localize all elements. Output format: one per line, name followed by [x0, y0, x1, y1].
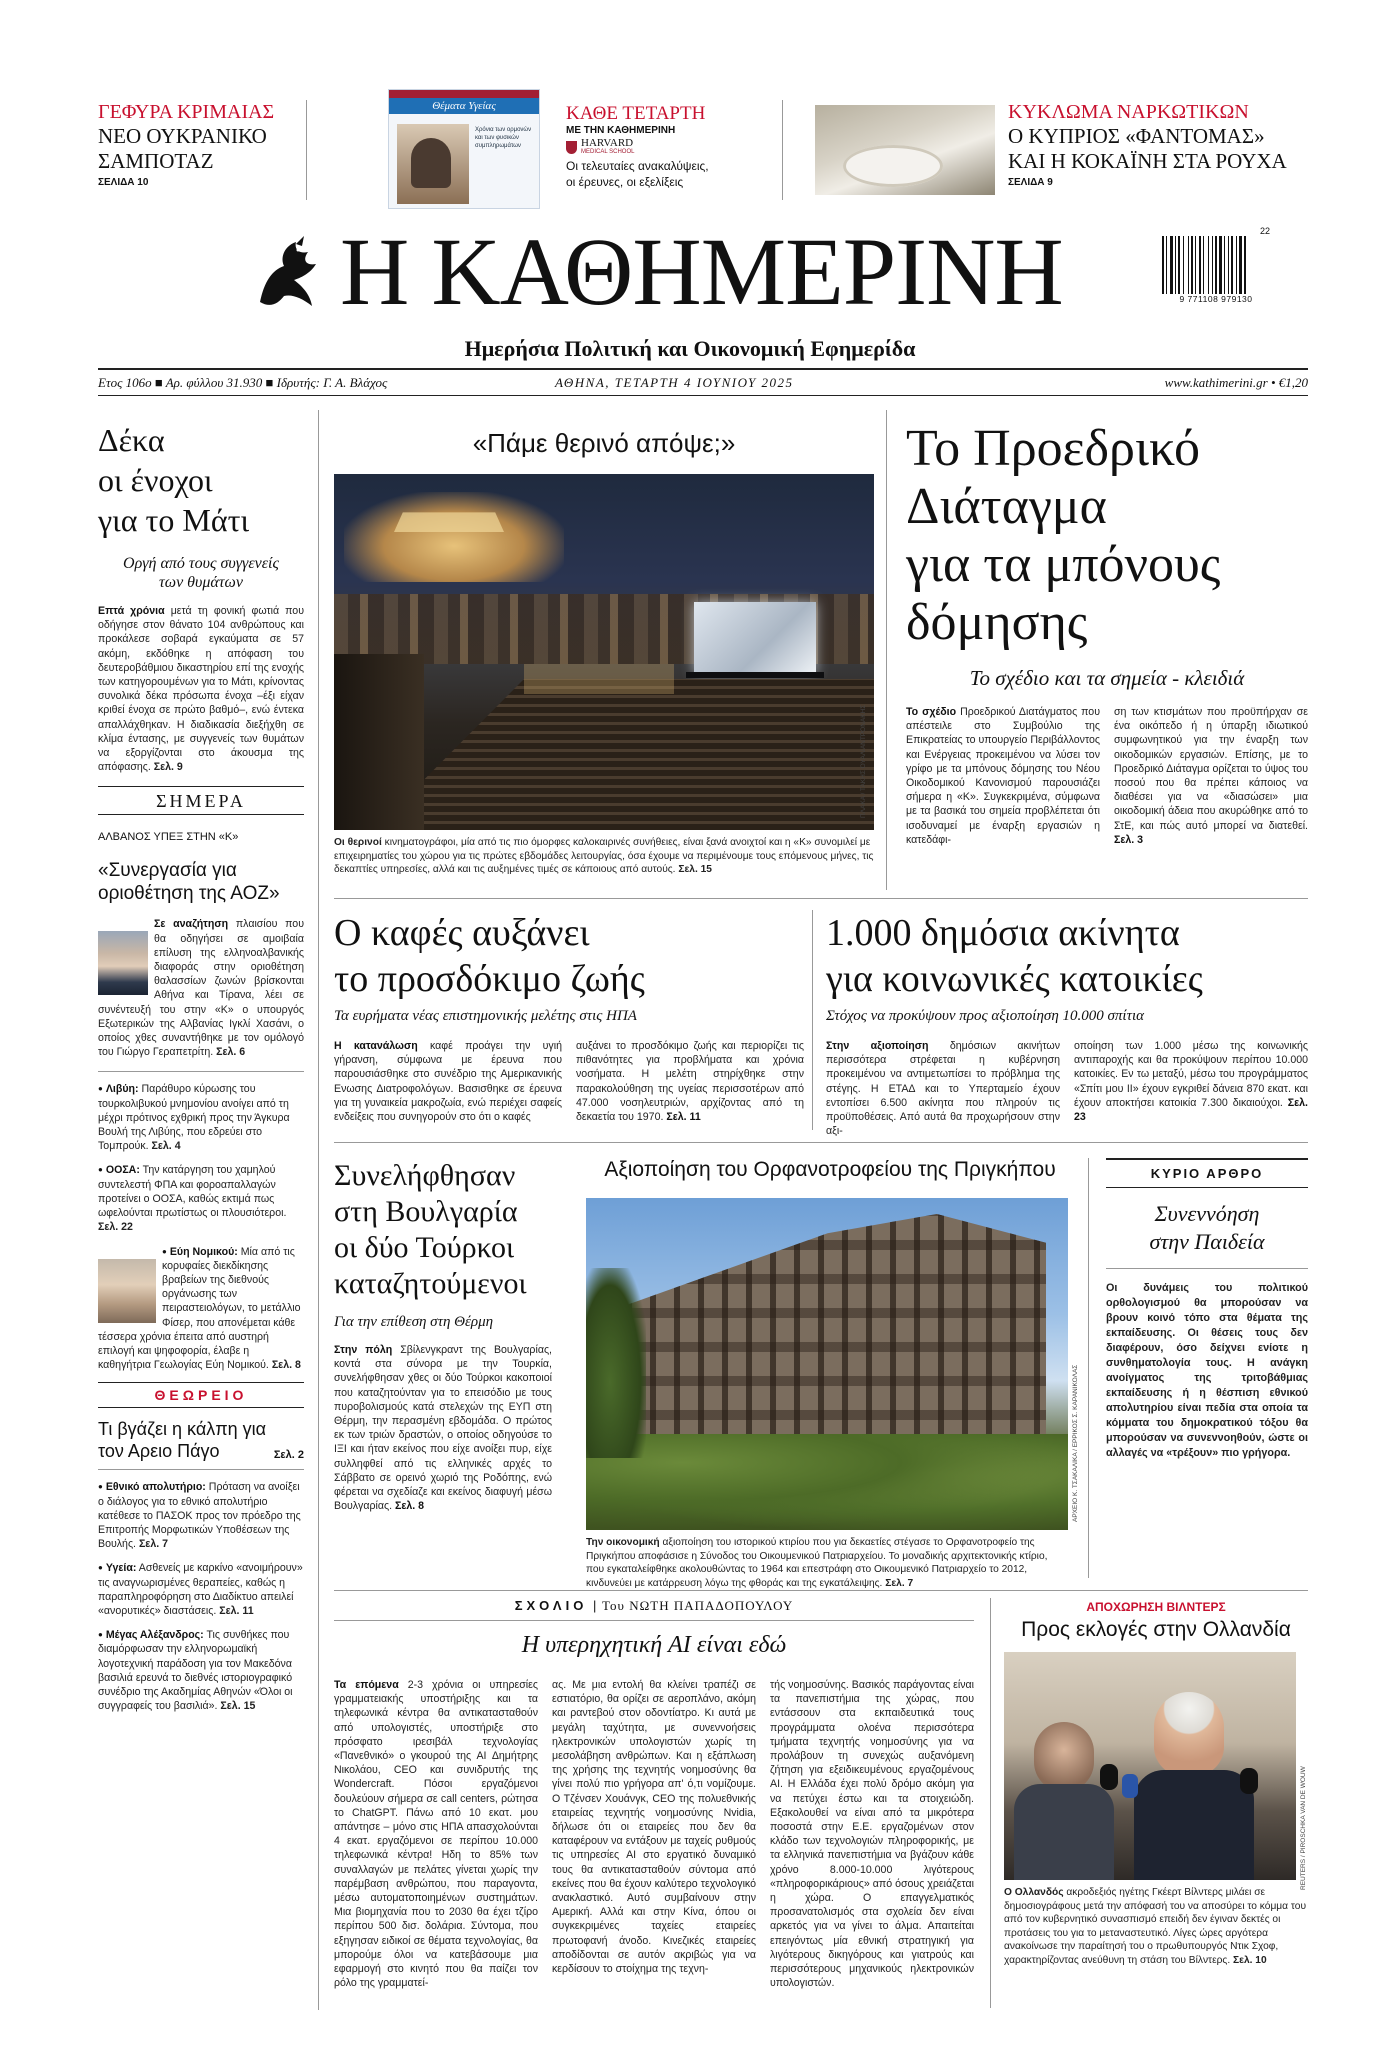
comment-body[interactable]: [334, 1678, 974, 1990]
editorial[interactable]: [1106, 1158, 1308, 1461]
cinema-caption: Οι θερινοί κινηματογράφοι, μία από τις πιο όμορφες καλοκαιρινές συνήθειες, είναι ξανά ανοιχτοί και η «Κ» συνομιλεί με επιχειρηματίες του χώρου για τις πρώτες εβδομάδες λειτουργίας, όσα έχουμε να περιμένουμε τους επόμενους μήνες, τις δεκαπτίες υπηρεσίες, αλλά και τις αυξημένες τιμές σε κάποιους από αυτούς. Σελ. 15: [334, 837, 874, 875]
wilders-credit: REUTERS / PIROSCHKA VAN DE WOUW: [1300, 1766, 1307, 1890]
comment-header: ΣΧΟΛΙΟ | Του ΝΩΤΗ ΠΑΠΑΔΟΠΟΥΛΟΥ: [514, 1598, 794, 1613]
theoreio-label: ΘΕΩΡΕΙΟ: [154, 1387, 248, 1404]
masthead-subtitle: Ημερήσια Πολιτική και Οικονομική Εφημερίδα: [464, 336, 916, 361]
bulgaria-story[interactable]: [334, 1158, 552, 1513]
teaser-kicker: ΚΑΘΕ ΤΕΤΑΡΤΗ: [566, 103, 706, 124]
magazine-title: Θέματα Υγείας: [389, 98, 539, 114]
simera-kicker: ΑΛΒΑΝΟΣ ΥΠΕΞ ΣΤΗΝ «Κ»: [98, 831, 239, 844]
teaser-page: ΣΕΛΙΔΑ 10: [98, 177, 149, 188]
teaser-crimea[interactable]: [98, 100, 298, 188]
minister-photo: [98, 931, 148, 995]
wilders-caption: Ο Ολλανδός ακροδεξιός ηγέτης Γκέερτ Βίλντερς μιλάει σε δημοσιογράφους μετά την απόφασή του να αποσύρει το κόμμα του από τον κυβερνητικό συνασπισμό επειδή δεν έγιναν δεκτές οι προτάσεις του για το μεταναστευτικό. Λίγες ώρες αργότερα ανακοίνωσε την παραίτησή του ο πρωθυπουργός Ντικ Σχοφ, χαρακτηρίζοντας ανεύθυνη τη στάση του Βίλντερς. Σελ. 10: [1004, 1887, 1307, 1966]
brief-nomikou[interactable]: ● Εύη Νομικού: Μία από τις κορυφαίες διεκδίκησης βραβείων της διεθνούς οργάνωσης των πειραστειολόγων, το μετάλλιο Φίσερ, που απονέμεται κάθε τέσσερα χρόνια έπειτα από αυστηρή επιλογή και ψηφοφορία, έλαβε η καθηγήτρια Γεωλογίας Εύη Νομικού. Σελ. 8: [98, 1245, 304, 1373]
brief-ygeia[interactable]: ● Υγεία: Ασθενείς με καρκίνο «ανοιμήρουν» τις αναγνωρισμένες θεραπείες, καθώς η παραπληροφόρηση στο Διαδίκτυο απειλεί «ανορυτικές» διαστάσεις. Σελ. 11: [98, 1561, 304, 1618]
brief-libya[interactable]: ● Λιβύη: Παράθυρο κύρωσης του τουρκολιβυκού μνημονίου ανοίγει από τη μέχρι πρότινος εχθρική προς την Άγκυρα Βουλή της Λιβύης, που εδρεύει στο Τομπρούκ. Σελ. 4: [98, 1082, 304, 1153]
griffin-logo-icon: [250, 232, 330, 314]
teaser-text: οι έρευνες, οι εξελίξεις: [566, 175, 684, 189]
barcode-digits: 9 771108 979130: [1179, 294, 1253, 304]
teaser-title: ΚΑΙ Η ΚΟΚΑΪΝΗ ΣΤΑ ΡΟΥΧΑ: [1008, 149, 1287, 173]
theoreio-title: Τι βγάζει η κάλπη για τον Αρειο Πάγο: [98, 1419, 267, 1462]
teaser-text: Οι τελευταίες ανακαλύψεις,: [566, 159, 709, 173]
mati-body: Επτά χρόνια μετά τη φονική φωτιά που οδήγησε στον θάνατο 104 ανθρώπους και προκάλεσε σοβαρά εγκαύματα σε 57 ακόμη, εκδόθηκε η απόφαση του δευτεροβάθμιου δικαστηρίου επί της ενοχής των κατηγορουμένων για το Μάτι, κρίνοντας συνολικά δέκα πρόσωπα ένοχα –έξι είχαν κριθεί ένοχα σε πρώτο βαθμό–, ενώ έντεκα απαλλάχθηκαν. Η διαδικασία διεξήχθη σε κλίμα έντασης, με συγγενείς των θυμάτων να εξοργίζονται στο άκουσμα της απόφασης. Σελ. 9: [98, 605, 304, 774]
housing-story[interactable]: [826, 910, 1308, 1138]
housing-subtitle: Στόχος να προκύψουν προς αξιοποίηση 10.000 σπίτια: [826, 1008, 1144, 1024]
issue-info: Ετος 106ο ■ Αρ. φύλλου 31.930 ■ Ιδρυτής: Γ. Α. Βλάχος: [98, 375, 388, 390]
wilders-title: Προς εκλογές στην Ολλανδία: [1021, 1618, 1291, 1641]
coffee-story[interactable]: [334, 910, 804, 1124]
comment-col1: Τα επόμενα 2-3 χρόνια οι υπηρεσίες γραμματειακής υποστήριξης και τα τηλεφωνικά κέντρα θα αντικατασταθούν από υπολογιστές, υποστήριξε στο πρόσφατο ιρεσιβάλ τεχνολογίας «Πανεθνικό» ο γκουρού της AI Δημήτρης Νικολάου, CEO και συνιδρυτής της Wondercraft. Πόσοι εργαζόμενοι δουλεύουν σήμερα σε call centers, ρώτησα το ChatGPT. Πάνω από 10 εκατ. μου απάντησε – μόνο στις ΗΠΑ απασχολούνται 4 εκατ. εργαζόμενοι σε περίπου 10.000 τηλεφωνικά κέντρα! Ηδη το 85% των συναλλαγών με πελάτες γίνεται χωρίς την παρέμβαση ανθρώπου, που παραγοντα, μέσω αυτοματοποιημένων συστημάτων. Μια βιομηχανία που το 2030 θα έχει τζίρο περίπου 500 δισ. δολάρια. Σύντομα, που εξηγησαν ειδικοί σε θέματα τεχνολογίας, θα μπορούμε όλοι να κατεβάσουμε μια εφαρμογή στο κινητό που θα παίζει τον ρόλο της γραμματεί-: [334, 1679, 538, 1990]
orphanage-photo[interactable]: [586, 1198, 1068, 1530]
harvard-brand-sub: MEDICAL SCHOOL: [581, 149, 635, 155]
cinema-credit: ΠΛΑΚΑ / ΤΑΚΗΣ ΟΥΑΛΙΑΝΤΡΟΝΑΚΗΣ: [860, 704, 867, 818]
housing-col2: οποίηση των 1.000 μέσω της κοινωνικής αντιπαροχής και θα προκύψουν περίπου 10.000 κατοικίες. Εν τω μεταξύ, μέσω του προγράμματος «Σπίτι μου ΙΙ» έχουν εγκριθεί δάνεια 870 εκατ. και έχουν αποκτήσει κατοικία 7.300 δικαιούχοι. Σελ. 23: [1074, 1040, 1308, 1124]
comment-title: Η υπερηχητική AI είναι εδώ: [521, 1632, 787, 1658]
comment-col3: τής νοημοσύνης. Βασικός παράγοντας είναι τα πανεπιστήμια της χώρας, που εντάσσουν στα εκπαιδευτικά τους προγράμματα ολοένα περισσότερα τμήματα τεχνητής νοημοσύνης για να προλάβουν τη συνεχώς αυξανόμενη ζήτηση για εξειδικευμένους εργαζομένους AI. Η Ελλάδα έχει πολύ δρόμο ακόμη για να πετύχει έστω και τα στοιχειώδη. Εξακολουθεί να είναι από τα μικρότερα ποσοστά στην Ε.Ε. εργαζομένων στον κλάδο των τεχνολογιών πληροφορικής, με τα ελληνικά πανεπιστήμια να βγάζουν κάθε χρόνο 8.000-10.000 λιγότερους «πληροφορικάριους» από όσους χρειάζεται η χώρα. Ο επαγγελματικός προσανατολισμός στα σχολεία δεν είναι αρκετός για να γίνει το άλμα. Απαιτείται επειγόντως μία εθνική στρατηγική για λιγότερους δικηγόρους και γιατρούς και περισσότερους μηχανικούς ηλεκτρονικών υπολογιστών.: [770, 1679, 974, 1990]
simera-body: Σε αναζήτηση πλαισίου που θα οδηγήσει σε αμοιβαία επίλυση της ελληνοαλβανικής διαφοράς στην οριοθέτηση θαλασσίων ζωνών βρίσκονται Αθήνα και Τίρανα, λέει σε συνέντευξή του στην «Κ» ο υπουργός Εξωτερικών της Αλβανίας Ιγκλί Χασάνι, ο οποίος χθες συναντήθηκε με τον ομόλογό του Γιώργο Γεραπετρίτη. Σελ. 6: [98, 918, 304, 1059]
teaser-title: ΝΕΟ ΟΥΚΡΑΝΙΚΟ: [98, 124, 267, 148]
mati-subtitle: Οργή από τους συγγενείς των θυμάτων: [123, 555, 279, 591]
comment-col2: ας. Με μια εντολή θα κλείνει τραπέζι σε εστιατόριο, θα ορίζει σε αεροπλάνο, ακόμη και ραντεβού στον οδοντίατρο. Κι αυτά με μεγάλη ταχύτητα, με συνεννοήσεις ηλεκτρονικών υπολογιστών χωρίς τη μεσολάβηση ανθρώπων. Και η εξάπλωση της χρήσης της τεχνητής νοημοσύνης θα γίνει πολύ πιο γρήγορα απ' ό,τι νομίζουμε. Ο Τζένσεν Χουάνγκ, CEO της πολυεθνικής εταιρείας τεχνητής νοημοσύνης Nvidia, δήλωσε ότι οι εταιρείες που δεν θα καταφέρουν να εντάξουν με ταχείς ρυθμούς τις υπηρεσίες AI στο εργατικό δυναμικό τους θα αντικατασταθούν σύντομα από εκείνες που θα έχουν καλύτερο τεχνολογικό ανακλαστικό. Αυτό συμβαίνουν στην Αμερική. Αλλά και στην Κίνα, όπου οι συγκεκριμένες ταχείες εταιρείες πρωτοφανή άνοδο. Κινεζικές εταιρείες αποδίδονται σε αυτόν ακριβώς για να κερδίσουν το στοίχημα της τεχνη-: [552, 1679, 756, 1976]
issue-date: ΑΘΗΝΑ, ΤΕΤΑΡΤΗ 4 ΙΟΥΝΙΟΥ 2025: [555, 375, 794, 390]
nomikou-photo: [98, 1259, 156, 1323]
cinema-photo[interactable]: [334, 474, 874, 830]
briefs-list: [98, 1082, 304, 1372]
issue-price: www.kathimerini.gr • €1,20: [1164, 375, 1308, 390]
simera-title: «Συνεργασία για οριοθέτηση της ΑΟΖ»: [98, 860, 280, 905]
decree-subtitle: Το σχέδιο και τα σημεία - κλειδιά: [969, 666, 1245, 690]
simera-story[interactable]: [98, 831, 304, 1059]
magazine-cover-text: Χρόνια των ορμονών και των φυσικών συμπληρωμάτων: [475, 127, 532, 149]
bulgaria-body: Στην πόλη Σβίλενγκραντ της Βουλγαρίας, κοντά στα σύνορα με την Τουρκία, συνελήφθησαν χθες οι δύο Τούρκοι κακοποιοί που καταζητούνταν για το επεισόδιο με τους πυροβολισμούς κατά στελεχών της ΕΥΠ στη Θέρμη, την περασμένη εβδομάδα. Ο πρώτος εκ των τριών δραστών, ο οποίος οδηγούσε το ΙΞΙ και ήταν εκείνος που είχε ανοίξει πυρ, είχε συλληφθεί από τις ελληνικές αρχές το Σάββατο σε ορεινό χωριό της Ροδόπης, ενώ φέρεται να σχεδίαζε και εκείνος διαφυγή μέσω Βουλγαρίας. Σελ. 8: [334, 1344, 552, 1513]
decree-col2: ση των κτισμάτων που προϋπήρχαν σε ένα οικόπεδο ή η ύπαρξη ιδιωτικού συμφωνητικού για την έναρξη των οικοδομικών εργασιών. Επίσης, με το Προεδρικό Διάταγμα ορίζεται το ύψος του ποσού που θα πρέπει κάποιος να διαθέσει για να «διασώσει» μια οικοδομική άδεια που ακυρώθηκε από το ΣτΕ, και πώς αυτό μπορεί να διατεθεί. Σελ. 3: [1114, 706, 1308, 846]
orphanage-credit: ΑΡΧΕΙΟ Κ. ΤΣΑΚΑΛΙΚΑ / ΕΡΡΙΚΟΣ Σ. ΚΑΡΑΝΙΚΟΛΑΣ: [1072, 1364, 1079, 1522]
mati-story[interactable]: [98, 420, 304, 774]
coffee-col1: Η κατανάλωση καφέ προάγει την υγιή γήρανση, σύμφωνα με έρευνα που παρουσιάσθηκε στο συνέδριο της Αμερικανικής Ενωσης Διατροφολόγων. Βασισθηκε σε έρευνα για τη γυναικεία μακροζωία, ενώ περιέχει σαφείς ενδείξεις που συνηγορούν στο ότι ο καφές: [334, 1040, 562, 1124]
health-magazine-cover[interactable]: [388, 89, 540, 209]
theoreio-ref: Σελ. 2: [273, 1449, 304, 1462]
barcode: [1162, 226, 1270, 306]
masthead-title: Η ΚΑΘΗΜΕΡΙΝΗ: [340, 218, 1063, 325]
wilders-kicker: ΑΠΟΧΩΡΗΣΗ ΒΙΛΝΤΕΡΣ: [1086, 1600, 1226, 1614]
theoreio-story[interactable]: [98, 1418, 304, 1461]
brief-oecd[interactable]: ● ΟΟΣΑ: Την κατάργηση του χαμηλού συντελεστή ΦΠΑ και φοροαπαλλαγών προτείνει ο ΟΟΣΑ, καθώς εκτιμά πως ωφελούνται πρωτίστως οι πλουσιότεροι. Σελ. 22: [98, 1163, 304, 1234]
editorial-label: ΚΥΡΙΟ ΑΡΘΡΟ: [1150, 1166, 1264, 1181]
comment-label: ΣΧΟΛΙΟ: [514, 1598, 588, 1613]
teaser-kicker: ΓΕΦΥΡΑ ΚΡΙΜΑΙΑΣ: [98, 101, 275, 123]
decree-story[interactable]: [906, 420, 1308, 847]
mati-title: Δέκα οι ένοχοι για το Μάτι: [98, 422, 250, 538]
brief-alexandros[interactable]: ● Μέγας Αλέξανδρος: Τις συνθήκες που διαμόρφωσαν την ελληνορωμαϊκή λογοτεχνική παράδοση για τον Μακεδόνα βασιλιά ερευνά το διεθνές ιστοριογραφικό συνέδριο της Ακαδημίας Αθηνών «Όλοι οι συγγραφείς του βασιλιά». Σελ. 15: [98, 1628, 304, 1713]
teaser-page: ΣΕΛΙΔΑ 9: [1008, 177, 1053, 188]
bulgaria-subtitle: Για την επίθεση στη Θέρμη: [334, 1314, 494, 1330]
orphanage-title: Αξιοποίηση του Ορφανοτροφείου της Πριγκήπου: [604, 1158, 1056, 1181]
teaser-harvard[interactable]: [566, 103, 766, 190]
left-column: [98, 420, 304, 1723]
teaser-drugs[interactable]: [1008, 100, 1308, 188]
housing-col1: Στην αξιοποίηση δημόσιων ακινήτων περισσότερα στρέφεται η κυβέρνηση προκειμένου να αντιμετωπίσει το πρόβλημα της στέγης. Η ΕΤΑΔ και το Υπερταμείο έχουν εντοπίσει 6.500 ακίνητα που πληρούν τις προϋποθέσεις. Από αυτά θα προχωρήσουν στην αξι-: [826, 1040, 1060, 1138]
comment-author: Του ΝΩΤΗ ΠΑΠΑΔΟΠΟΥΛΟΥ: [601, 1598, 794, 1613]
teaser-title: Ο ΚΥΠΡΙΟΣ «ΦΑΝΤΟΜΑΣ»: [1008, 124, 1265, 148]
theoreio-briefs: [98, 1480, 304, 1713]
editorial-title: Συνεννόηση στην Παιδεία: [1149, 1201, 1265, 1254]
teaser-title: ΣΑΜΠΟΤΑΖ: [98, 149, 214, 173]
barcode-top: 22: [1259, 226, 1270, 236]
wilders-photo: [1004, 1652, 1296, 1880]
simera-label: ΣΗΜΕΡΑ: [156, 791, 246, 812]
housing-title: 1.000 δημόσια ακίνητα για κοινωνικές κατοικίες: [826, 912, 1203, 1000]
editorial-body: Οι δυνάμεις του πολιτικού ορθολογισμού θα μπορούσαν να βρουν κοινό τόπο στα θέματα της εκπαίδευσης. Οι θέσεις τους δεν διαφέρουν, όσο δείχνει ενίοτε η συνθηματολογία τους. Η ανάγκη ανοίγματος της τριτοβάθμιας εκπαίδευσης ή η θέσπιση εθνικού απολυτηρίου είναι πεδία στα οποία τα κόμματα του δημοκρατικού τόξου θα μπορούσαν να συνεννοηθούν, ώστε οι αλλαγές να «τρέξουν» πιο γρήγορα.: [1106, 1282, 1308, 1459]
cinema-title: «Πάμε θερινό απόψε;»: [472, 428, 736, 458]
decree-title: Το Προεδρικό Διάταγμα για τα μπόνους δόμησης: [906, 420, 1221, 651]
drugs-teaser-photo[interactable]: [815, 105, 995, 195]
harvard-shield-icon: [566, 141, 577, 154]
teaser-sub: ΜΕ ΤΗΝ ΚΑΘΗΜΕΡΙΝΗ: [566, 125, 676, 136]
orphanage-caption: Την οικονομική αξιοποίηση του ιστορικού κτιρίου που για δεκαετίες στέγασε το Ορφανοτροφείο της Πριγκήπου αποφάσισε η Σύνοδος του Οικουμενικού Πατριαρχείου. Το μοναδικής αρχιτεκτονικής κτίριο, που εγκαταλείφθηκε ακολουθώντας το 1964 και επεστράφη στο Οικουμενικό Πατριαρχείο το 2012, κινδυνεύει με κατάρρευση λόγω της φθοράς και της εγκατάλειψης. Σελ. 7: [586, 1537, 1048, 1589]
coffee-subtitle: Τα ευρήματα νέας επιστημονικής μελέτης στις ΗΠΑ: [334, 1008, 637, 1024]
coffee-col2: αυξάνει το προσδόκιμο ζωής και περιορίζει τις πιθανότητες για προβλήματα και χρόνια νοσήματα. Η μελέτη στηρίχθηκε στην παρακολούθηση της υγείας περισσοτέρων από 47.000 νοσηλευτριών, αρχίζοντας από τη δεκαετία του 1970. Σελ. 11: [576, 1040, 804, 1124]
bulgaria-title: Συνελήφθησαν στη Βουλγαρία οι δύο Τούρκοι καταζητούμενοι: [334, 1159, 527, 1300]
teaser-kicker: ΚΥΚΛΩΜΑ ΝΑΡΚΩΤΙΚΩΝ: [1008, 101, 1249, 123]
wilders-story[interactable]: [1004, 1600, 1308, 1967]
brief-apolytirio[interactable]: ● Εθνικό απολυτήριο: Πρόταση να ανοίξει ο διάλογος για το εθνικό απολυτήριο κατέθεσε το ΠΑΣΟΚ προς τον πρόεδρο της Επιτροπής Μορφωτικών Υποθέσεων της Βουλής. Σελ. 7: [98, 1480, 304, 1551]
decree-col1: Το σχέδιο Προεδρικού Διατάγματος που απέστειλε στο Συμβούλιο της Επικρατείας το υπουργείο Περιβάλλοντος και Ενέργειας προκειμένου να λύσει τον γρίφο με τα μπόνους δόμησης του Νέου Οικοδομικού Κανονισμού παρουσιάζει σήμερα η «Κ». Συγκεκριμένα, σύμφωνα με τα βασικά του σημεία προβλέπεται ότι ισοδυναμεί με έναρξη εργασιών η κατεδάφι-: [906, 706, 1100, 846]
coffee-title: Ο καφές αυξάνει το προσδόκιμο ζωής: [334, 912, 645, 1000]
harvard-brand: HARVARD: [581, 137, 634, 149]
